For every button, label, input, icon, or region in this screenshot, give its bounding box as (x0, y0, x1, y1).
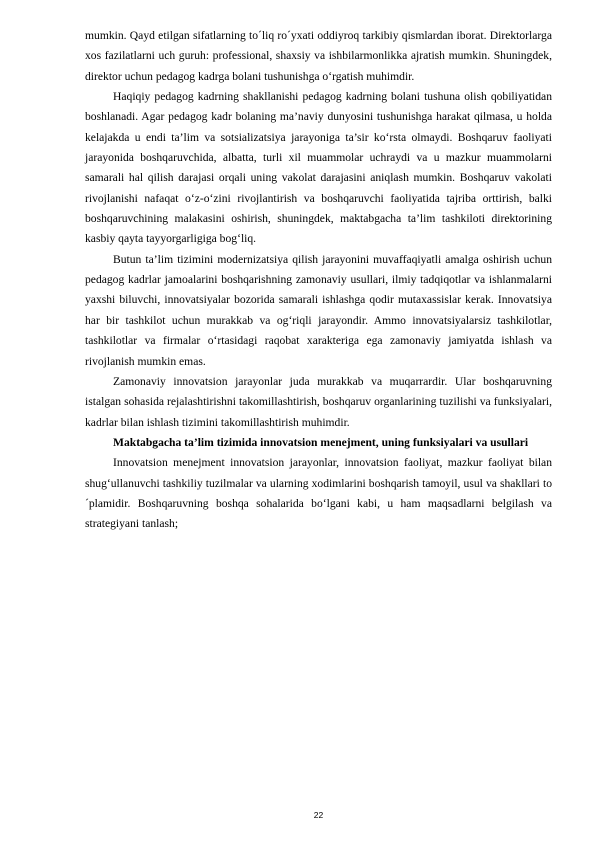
document-body (85, 26, 552, 535)
section-heading: Maktabgacha ta’lim tizimida innovatsion menejment, uning funksiyalari va usullari (113, 435, 529, 449)
paragraph-modernizatsiya: Butun ta’lim tizimini modernizatsiya qilish jarayonini muvaffaqiyatli amalga oshirish uchun pedagog kadrlar jamoalarini boshqarishning zamonaviy usullari, ilmiy tadqiqotlar va ishlanmalarni yaxshi biluvchi, innovatsiyalar bozorida samarali ishlashga qodir mutaxassislar kerak. Innovatsiya har bir tashkilot uchun murakkab va og‘riqli jarayondir. Ammo innovatsiyalarsiz tashkilotlar, tashkilotlar va firmalar o‘rtasidagi raqobat xarakteriga ega zamonaviy jamiyatda ishlash va rivojlanish mumkin emas. (85, 252, 552, 368)
paragraph-pedagog-kadr: Haqiqiy pedagog kadrning shakllanishi pedagog kadrning bolani tushuna olish qobiliyatidan boshlanadi. Agar pedagog kadr bolaning ma’naviy dunyosini tushunishga harakat qilmasa, u holda kelajakda u endi ta’lim va sotsializatsiya jarayoniga ta’sir ko‘rsta olmaydi. Boshqaruv faoliyati jarayonida boshqaruvchida, albatta, turli xil muammolar uchraydi va u mazkur muammolarni samarali hal qilish darajasi orqali uning vakolat darajasini aniqlash mumkin. Boshqaruv vakolati rivojlanishi nafaqat o‘z-o‘zini rivojlantirish va boshqaruvchi faoliyatida tajriba orttirish, balki boshqaruvchining malakasini oshirish, shuningdek, maktabgacha ta’lim tashkiloti direktorining kasbiy qayta tayyorgarligiga bog‘liq. (85, 90, 552, 246)
page-number: 22 (313, 810, 324, 820)
paragraph-continued: mumkin. Qayd etilgan sifatlarning to´liq ro´yxati oddiyroq tarkibiy qismlardan iborat. Direktorlarga xos fazilatlarni uch guruh: professional, shaxsiy va ishbilarmonlikka ajratish mumkin. Shuningdek, direktor uchun pedagog kadrga bolani tushunishga o‘rgatish muhimdir. (85, 29, 552, 83)
paragraph-innovatsion-jarayonlar: Zamonaviy innovatsion jarayonlar juda murakkab va muqarrardir. Ular boshqaruvning istalgan sohasida rejalashtirishni takomillashtirish, boshqaruv organlarining tuzilishi va funksiyalari, kadrlar bilan ishlash tizimini takomillashtirish muhimdir. (85, 374, 552, 429)
paragraph-innovatsion-menejment: Innovatsion menejment innovatsion jarayonlar, innovatsion faoliyat, mazkur faoliyat bilan shug‘ullanuvchi tashkiliy tuzilmalar va ularning xodimlarini boshqarish tamoyil, usul va shakllari to´plamidir. Boshqaruvning boshqa sohalarida bo‘lgani kabi, u ham maqsadlarni belgilash va strategiyani tanlash; (85, 456, 552, 531)
